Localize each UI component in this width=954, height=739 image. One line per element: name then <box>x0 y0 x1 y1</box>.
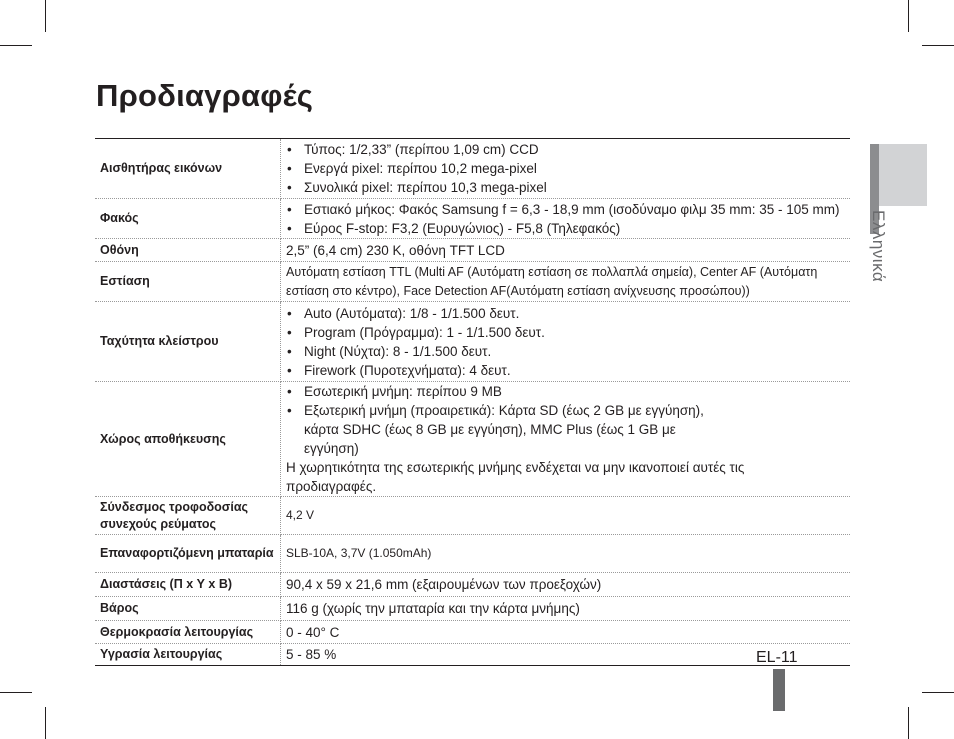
row-label: Βάρος <box>95 597 281 621</box>
crop-mark <box>922 692 954 693</box>
row-value: 0 - 40° C <box>281 621 851 644</box>
list-item: • Firework (Πυροτεχνήματα): 4 δευτ. <box>286 361 850 380</box>
table-row <box>95 644 850 666</box>
list-item: • Auto (Αυτόματα): 1/8 - 1/1.500 δευτ. <box>286 304 850 323</box>
list-item: • Ενεργά pixel: περίπου 10,2 mega-pixel <box>286 159 850 178</box>
table-row <box>95 139 850 199</box>
row-label: Φακός <box>95 199 281 239</box>
list-item: • Εστιακό μήκος: Φακός Samsung f = 6,3 - 18,9 mm (ισοδύναμο φιλμ 35 mm: 35 - 105 mm) <box>286 200 850 219</box>
list-item: • Εσωτερική μνήμη: περίπου 9 MB <box>286 382 850 401</box>
row-value: 90,4 x 59 x 21,6 mm (εξαιρουμένων των προεξοχών) <box>281 573 851 597</box>
row-label: Επαναφορτιζόμενη μπαταρία <box>95 535 281 573</box>
crop-mark <box>0 45 32 46</box>
list-item: • Συνολικά pixel: περίπου 10,3 mega-pixel <box>286 178 850 197</box>
row-label: Οθόνη <box>95 239 281 262</box>
list-item: • Εύρος F-stop: F3,2 (Ευρυγώνιος) - F5,8 (Τηλεφακός) <box>286 219 850 238</box>
table-row <box>95 199 850 239</box>
crop-mark <box>45 0 46 32</box>
row-value: 116 g (χωρίς την μπαταρία και την κάρτα μνήμης) <box>281 597 851 621</box>
row-value: 5 - 85 % <box>286 647 337 662</box>
table-row <box>95 621 850 644</box>
table-row <box>95 302 850 382</box>
table-row <box>95 597 850 621</box>
language-label: Ελληνικά <box>869 210 888 283</box>
table-row <box>95 382 850 497</box>
row-label: Θερμοκρασία λειτουργίας <box>95 621 281 644</box>
list-item: • Night (Νύχτα): 8 - 1/1.500 δευτ. <box>286 342 850 361</box>
row-label: Υγρασία λειτουργίας <box>95 644 281 666</box>
row-value <box>281 199 851 239</box>
row-label: Αισθητήρας εικόνων <box>95 139 281 199</box>
crop-mark <box>908 0 909 32</box>
spec-table <box>95 138 850 666</box>
row-value <box>281 382 851 497</box>
row-label: Εστίαση <box>95 262 281 302</box>
list-item: • Τύπος: 1/2,33” (περίπου 1,09 cm) CCD <box>286 140 850 159</box>
table-row <box>95 573 850 597</box>
list-item: • Εξωτερική μνήμη (προαιρετικά): Κάρτα SD (έως 2 GB με εγγύηση), κάρτα SDHC (έως 8 GB με εγγύηση), MMC Plus (έως 1 GB με εγγύηση) <box>286 401 850 458</box>
list-item: • Program (Πρόγραμμα): 1 - 1/1.500 δευτ. <box>286 323 850 342</box>
crop-mark <box>922 45 954 46</box>
crop-mark <box>908 707 909 739</box>
row-label: Χώρος αποθήκευσης <box>95 382 281 497</box>
crop-mark <box>45 707 46 739</box>
page-marker-bar <box>773 669 785 711</box>
table-row <box>95 239 850 262</box>
row-value: 4,2 V <box>281 497 851 535</box>
row-value: SLB-10A, 3,7V (1.050mAh) <box>281 535 851 573</box>
table-row <box>95 535 850 573</box>
row-value: 2,5” (6,4 cm) 230 K, οθόνη TFT LCD <box>281 239 851 262</box>
row-label: Διαστάσεις (Π x Υ x Β) <box>95 573 281 597</box>
row-value <box>281 302 851 382</box>
table-row <box>95 262 850 302</box>
row-value: Αυτόματη εστίαση TTL (Multi AF (Αυτόματη εστίαση σε πολλαπλά σημεία), Center AF (Αυτόματη εστίαση στο κέντρο), Face Detection AF(Αυτόματη εστίαση ανίχνευσης προσώπου)) <box>281 262 851 302</box>
table-row <box>95 497 850 535</box>
page-number: EL-11 <box>756 649 798 666</box>
row-value <box>281 139 851 199</box>
row-label: Σύνδεσμος τροφοδοσίας συνεχούς ρεύματος <box>95 497 281 535</box>
storage-note: Η χωρητικότητα της εσωτερικής μνήμης ενδέχεται να μην ικανοποιεί αυτές τις προδιαγραφές. <box>286 460 745 494</box>
page-title: Προδιαγραφές <box>96 78 314 113</box>
row-label: Ταχύτητα κλείστρου <box>95 302 281 382</box>
crop-mark <box>0 692 32 693</box>
